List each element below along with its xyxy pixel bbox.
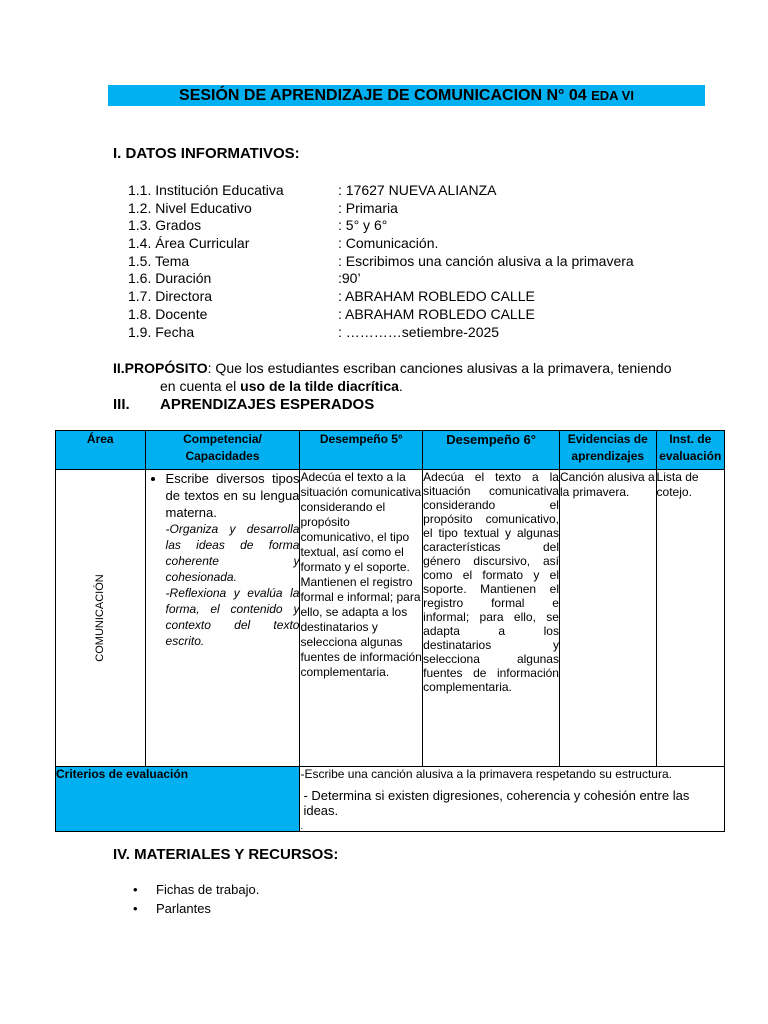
capacidad-reflexiona: -Reflexiona y evalúa la forma, el contenido y contexto del texto escrito. [165, 586, 300, 648]
criterio-line-3: . [300, 821, 303, 831]
proposito-paragraph [113, 359, 713, 395]
info-value: : ABRAHAM ROBLEDO CALLE [338, 305, 535, 322]
list-item [133, 899, 259, 918]
info-label: 1.6. Duración [128, 270, 212, 287]
header-desempeno-5: Desempeño 5° [300, 431, 423, 470]
table-row [56, 470, 725, 767]
info-label: 1.2. Nivel Educativo [128, 199, 252, 216]
instrumento-cell: Lista de cotejo. [656, 470, 724, 767]
competencia-cell [145, 470, 300, 767]
evidencia-cell: Canción alusiva a la primavera. [559, 470, 656, 767]
info-label: 1.5. Tema [128, 252, 190, 269]
competencia-list [146, 470, 300, 521]
table-header-row [56, 431, 725, 470]
section-datos-heading: I. DATOS INFORMATIVOS: [113, 145, 300, 162]
competencia-bullet: • Escribe diversos tipos de textos en su lengua materna. [166, 470, 300, 521]
materiales-list [133, 880, 259, 918]
header-evidencias [559, 431, 656, 470]
criterio-line-1: -Escribe una canción alusiva a la primavera respetando su estructura. [300, 767, 672, 781]
bullet-icon: • [133, 882, 138, 897]
header-competencia [145, 431, 300, 470]
area-cell [56, 470, 146, 767]
header-evidencias-line1: Evidencias de [567, 432, 648, 446]
criterios-content [300, 767, 725, 832]
proposito-number: II. [113, 360, 125, 376]
aprendizajes-table [55, 430, 725, 832]
info-value: : ABRAHAM ROBLEDO CALLE [338, 288, 535, 305]
area-label: COMUNICACIÓN [94, 574, 107, 662]
info-value: : …………setiembre-2025 [338, 323, 500, 340]
criterios-row [56, 767, 725, 832]
session-title [108, 85, 705, 106]
section-aprendizajes-number: III. [113, 396, 130, 413]
info-label: 1.8. Docente [128, 305, 208, 322]
info-label: 1.9. Fecha [128, 323, 195, 340]
proposito-end: . [398, 378, 403, 394]
capacidad-organiza: -Organiza y desarrolla las ideas de forma coherente y cohesionada. [165, 522, 300, 584]
material-label: Fichas de trabajo. [156, 882, 260, 897]
proposito-label: PROPÓSITO [124, 360, 208, 376]
proposito-bold: uso de la tilde diacrítica [240, 378, 399, 394]
header-instrumento [656, 431, 724, 470]
header-area: Área [56, 431, 146, 470]
session-title-main: SESIÓN DE APRENDIZAJE DE COMUNICACION N° 04 [179, 87, 587, 104]
header-desempeno-6: Desempeño 6° [423, 431, 560, 470]
info-value: : Primaria [338, 199, 398, 216]
header-instrumento-line1: Inst. de [669, 432, 712, 446]
desempeno-5-cell: Adecúa el texto a la situación comunicativa considerando el propósito comunicativo, el tipo textual, así como el formato y el soporte. Mantienen el registro formal e informal; para ello, se adapta a los destinatarios y selecciona algunas fuentes de información complementaria. [300, 470, 423, 767]
info-value: :90’ [338, 270, 361, 287]
info-label: 1.1. Institución Educativa [128, 182, 284, 198]
info-label: 1.3. Grados [128, 217, 202, 234]
info-value: : Comunicación. [338, 235, 439, 252]
list-item [133, 880, 259, 899]
material-label: Parlantes [156, 901, 211, 916]
header-competencia-line2: Capacidades [185, 449, 260, 463]
proposito-line-1 [113, 359, 713, 377]
section-materiales-heading: IV. MATERIALES Y RECURSOS: [113, 846, 339, 863]
info-value: : Escribimos una canción alusiva a la primavera [338, 252, 634, 269]
header-competencia-line1: Competencia/ [183, 432, 262, 446]
info-value: : 5° y 6° [338, 217, 388, 234]
header-instrumento-line2: evaluación [659, 449, 722, 463]
desempeno-6-cell: Adecúa el texto a la situación comunicativa considerando el propósito comunicativo, el tipo textual y algunas características del género discursivo, así como el formato y el soporte. Mantienen el registro formal e informal; para ello, se adapta a los destinatarios y selecciona algunas fuentes de información complementaria. [423, 470, 560, 767]
section-aprendizajes-heading [113, 396, 375, 413]
proposito-line-2 [113, 377, 713, 395]
info-label: 1.7. Directora [128, 288, 213, 305]
criterio-line-2: - Determina si existen digresiones, coherencia y cohesión entre las ideas. [303, 788, 690, 818]
info-value: : 17627 NUEVA ALIANZA [338, 182, 497, 198]
criterios-label: Criterios de evaluación [56, 767, 300, 832]
proposito-text-1: : Que los estudiantes escriban canciones alusivas a la primavera, teniendo [207, 360, 672, 376]
header-evidencias-line2: aprendizajes [571, 449, 645, 463]
info-label: 1.4. Área Curricular [128, 235, 250, 252]
section-aprendizajes-title: APRENDIZAJES ESPERADOS [160, 396, 375, 413]
proposito-text-2: en cuenta el [160, 378, 241, 394]
bullet-icon: • [133, 901, 138, 916]
session-title-suffix: EDA VI [591, 88, 634, 103]
